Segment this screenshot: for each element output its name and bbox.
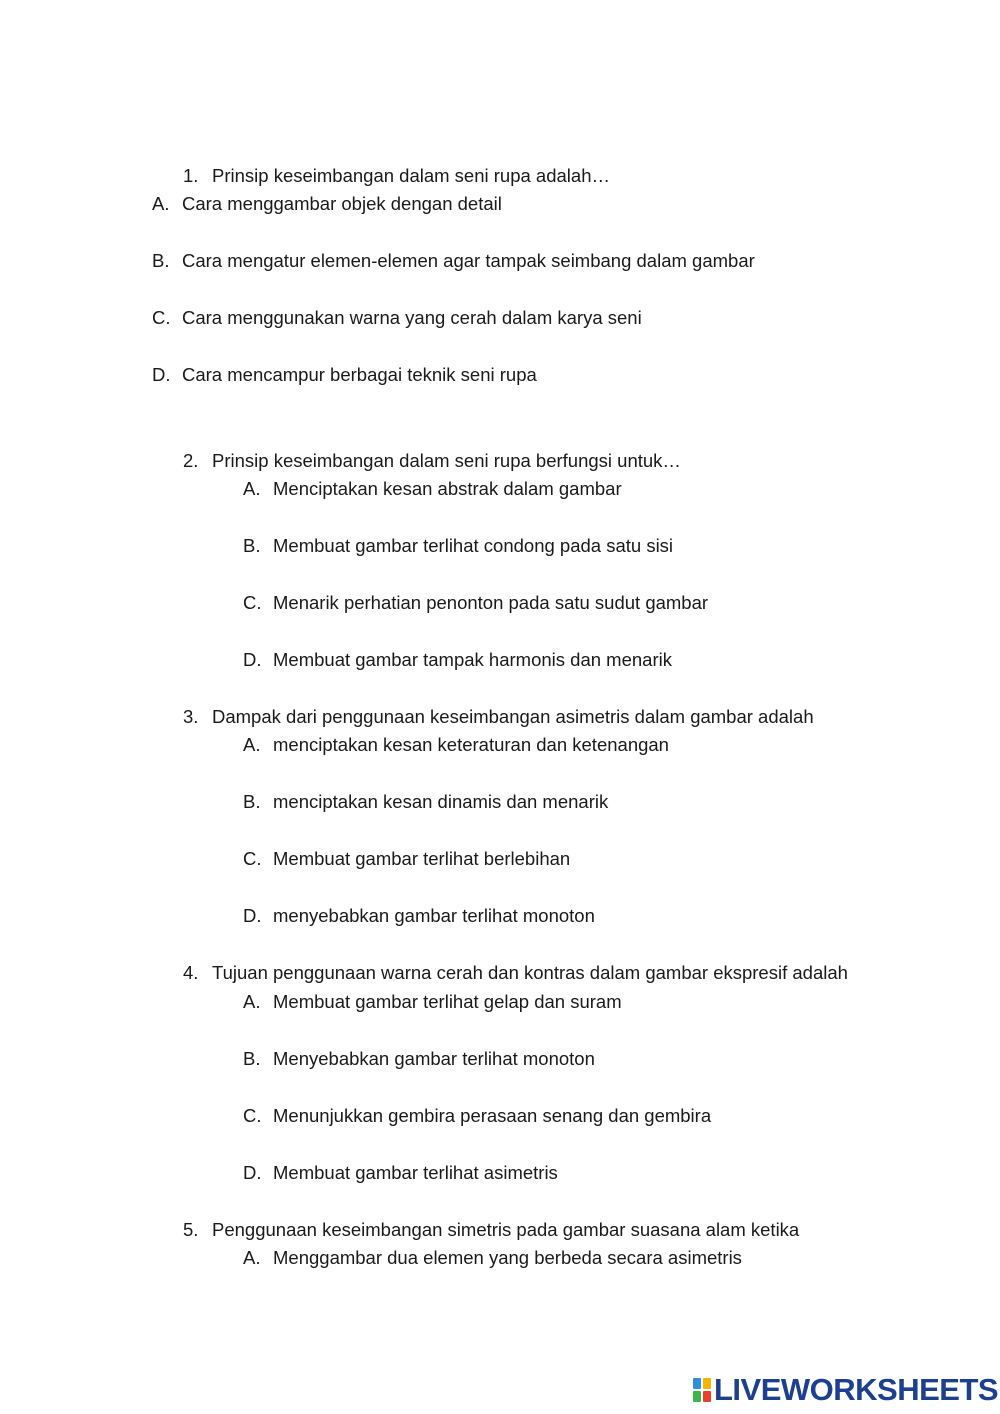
question-number: 5. bbox=[183, 1219, 199, 1240]
option-letter: A. bbox=[243, 478, 261, 499]
option-letter: A. bbox=[152, 193, 170, 214]
option-letter: C. bbox=[243, 1105, 262, 1126]
option-letter: D. bbox=[243, 649, 262, 670]
option-letter: A. bbox=[243, 734, 261, 755]
option-text: Membuat gambar terlihat condong pada satu sisi bbox=[273, 535, 674, 556]
option-text: Menunjukkan gembira perasaan senang dan gembira bbox=[273, 1105, 712, 1126]
logo-tile bbox=[693, 1391, 701, 1402]
option-letter: C. bbox=[243, 848, 262, 869]
option-letter: B. bbox=[243, 1048, 261, 1069]
question-number: 2. bbox=[183, 450, 199, 471]
liveworksheets-logo-icon bbox=[693, 1378, 711, 1402]
logo-tile bbox=[703, 1378, 711, 1389]
option-text: menyebabkan gambar terlihat monoton bbox=[273, 905, 595, 926]
option-text: Membuat gambar terlihat asimetris bbox=[273, 1162, 558, 1183]
option-text: menciptakan kesan keteraturan dan ketenangan bbox=[273, 734, 669, 755]
question-number: 4. bbox=[183, 962, 199, 983]
option-letter: B. bbox=[243, 791, 261, 812]
option-letter: A. bbox=[243, 1247, 261, 1268]
question-text: Prinsip keseimbangan dalam seni rupa berfungsi untuk… bbox=[212, 450, 681, 471]
logo-text: LIVEWORKSHEETS bbox=[714, 1372, 999, 1407]
question-number: 3. bbox=[183, 706, 199, 727]
option-text: Menciptakan kesan abstrak dalam gambar bbox=[273, 478, 622, 499]
question-text: Dampak dari penggunaan keseimbangan asimetris dalam gambar adalah bbox=[212, 706, 814, 727]
question-text: Penggunaan keseimbangan simetris pada gambar suasana alam ketika bbox=[212, 1219, 800, 1240]
option-letter: B. bbox=[152, 250, 170, 271]
liveworksheets-logo bbox=[693, 1374, 998, 1406]
option-text: Cara mengatur elemen-elemen agar tampak seimbang dalam gambar bbox=[182, 250, 755, 271]
option-text: menciptakan kesan dinamis dan menarik bbox=[273, 791, 609, 812]
option-text: Membuat gambar terlihat berlebihan bbox=[273, 848, 571, 869]
option-letter: A. bbox=[243, 991, 261, 1012]
option-letter: B. bbox=[243, 535, 261, 556]
option-text: Cara mencampur berbagai teknik seni rupa bbox=[182, 364, 537, 385]
option-text: Cara menggambar objek dengan detail bbox=[182, 193, 502, 214]
option-text: Cara menggunakan warna yang cerah dalam karya seni bbox=[182, 307, 642, 328]
option-text: Menggambar dua elemen yang berbeda secara asimetris bbox=[273, 1247, 742, 1268]
question-text: Tujuan penggunaan warna cerah dan kontras dalam gambar ekspresif adalah bbox=[212, 962, 848, 983]
option-text: Membuat gambar terlihat gelap dan suram bbox=[273, 991, 622, 1012]
option-text: Membuat gambar tampak harmonis dan menarik bbox=[273, 649, 672, 670]
option-letter: D. bbox=[243, 1162, 262, 1183]
option-text: Menyebabkan gambar terlihat monoton bbox=[273, 1048, 595, 1069]
option-letter: C. bbox=[243, 592, 262, 613]
question-number: 1. bbox=[183, 165, 199, 186]
option-letter: D. bbox=[152, 364, 171, 385]
logo-tile bbox=[703, 1391, 711, 1402]
option-text: Menarik perhatian penonton pada satu sudut gambar bbox=[273, 592, 709, 613]
option-letter: D. bbox=[243, 905, 262, 926]
question-text: Prinsip keseimbangan dalam seni rupa adalah… bbox=[212, 165, 610, 186]
option-letter: C. bbox=[152, 307, 171, 328]
logo-tile bbox=[693, 1378, 701, 1389]
